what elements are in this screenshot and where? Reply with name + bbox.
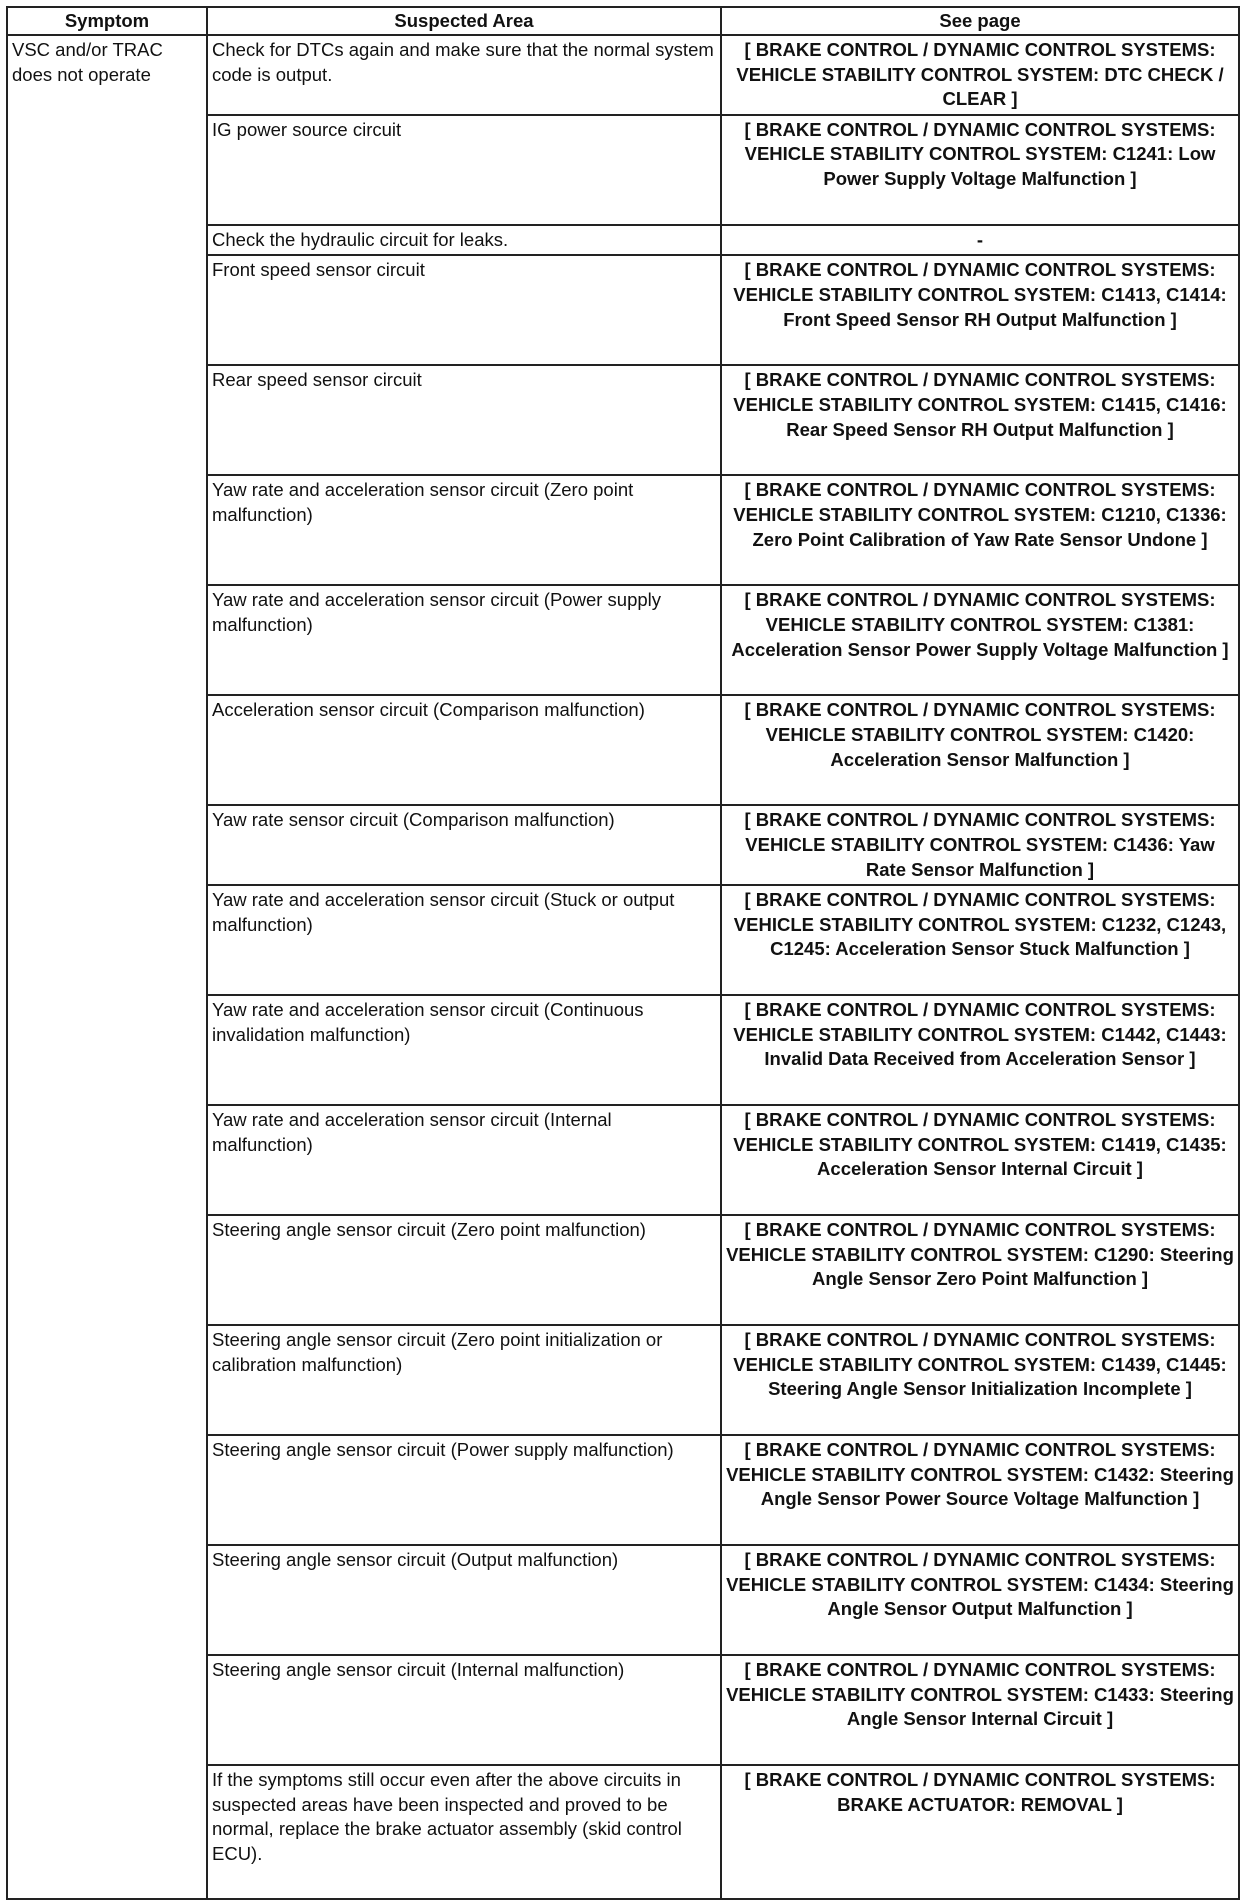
suspected-area-cell: Steering angle sensor circuit (Power supply malfunction) [207, 1435, 721, 1545]
suspected-area-cell: Acceleration sensor circuit (Comparison malfunction) [207, 695, 721, 805]
see-page-link[interactable]: [ BRAKE CONTROL / DYNAMIC CONTROL SYSTEMS: VEHICLE STABILITY CONTROL SYSTEM: C1433: Steering Angle Sensor Internal Circuit ] [721, 1655, 1239, 1765]
suspected-area-cell: Steering angle sensor circuit (Output malfunction) [207, 1545, 721, 1655]
suspected-area-cell: Yaw rate and acceleration sensor circuit (Continuous invalidation malfunction) [207, 995, 721, 1105]
see-page-link[interactable]: [ BRAKE CONTROL / DYNAMIC CONTROL SYSTEMS: BRAKE ACTUATOR: REMOVAL ] [721, 1765, 1239, 1899]
header-row [7, 7, 1239, 35]
diagnosis-table [6, 6, 1240, 1900]
see-page-link[interactable]: [ BRAKE CONTROL / DYNAMIC CONTROL SYSTEMS: VEHICLE STABILITY CONTROL SYSTEM: C1232, C1243, C1245: Acceleration Sensor Stuck Malfunction ] [721, 885, 1239, 995]
see-page-link[interactable]: [ BRAKE CONTROL / DYNAMIC CONTROL SYSTEMS: VEHICLE STABILITY CONTROL SYSTEM: C1415, C1416: Rear Speed Sensor RH Output Malfunction ] [721, 365, 1239, 475]
see-page-link[interactable]: [ BRAKE CONTROL / DYNAMIC CONTROL SYSTEMS: VEHICLE STABILITY CONTROL SYSTEM: C1413, C1414: Front Speed Sensor RH Output Malfunction ] [721, 255, 1239, 365]
suspected-area-cell: Check for DTCs again and make sure that the normal system code is output. [207, 35, 721, 115]
suspected-area-cell: Steering angle sensor circuit (Internal malfunction) [207, 1655, 721, 1765]
see-page-link[interactable]: [ BRAKE CONTROL / DYNAMIC CONTROL SYSTEMS: VEHICLE STABILITY CONTROL SYSTEM: C1442, C1443: Invalid Data Received from Acceleration Sensor ] [721, 995, 1239, 1105]
header-symptom: Symptom [7, 7, 207, 35]
suspected-area-cell: Yaw rate and acceleration sensor circuit (Internal malfunction) [207, 1105, 721, 1215]
suspected-area-cell: Yaw rate and acceleration sensor circuit (Stuck or output malfunction) [207, 885, 721, 995]
table-row [7, 35, 1239, 115]
header-suspected-area: Suspected Area [207, 7, 721, 35]
suspected-area-cell: Yaw rate and acceleration sensor circuit (Zero point malfunction) [207, 475, 721, 585]
see-page-link[interactable]: [ BRAKE CONTROL / DYNAMIC CONTROL SYSTEMS: VEHICLE STABILITY CONTROL SYSTEM: C1210, C1336: Zero Point Calibration of Yaw Rate Sensor Undone ] [721, 475, 1239, 585]
see-page-link[interactable]: [ BRAKE CONTROL / DYNAMIC CONTROL SYSTEMS: VEHICLE STABILITY CONTROL SYSTEM: DTC CHECK / CLEAR ] [721, 35, 1239, 115]
suspected-area-cell: If the symptoms still occur even after the above circuits in suspected areas have been inspected and proved to be normal, replace the brake actuator assembly (skid control ECU). [207, 1765, 721, 1899]
see-page-link[interactable]: [ BRAKE CONTROL / DYNAMIC CONTROL SYSTEMS: VEHICLE STABILITY CONTROL SYSTEM: C1290: Steering Angle Sensor Zero Point Malfunction ] [721, 1215, 1239, 1325]
symptom-cell: VSC and/or TRAC does not operate [7, 35, 207, 1899]
suspected-area-cell: IG power source circuit [207, 115, 721, 225]
suspected-area-cell: Rear speed sensor circuit [207, 365, 721, 475]
see-page-link[interactable]: [ BRAKE CONTROL / DYNAMIC CONTROL SYSTEMS: VEHICLE STABILITY CONTROL SYSTEM: C1419, C1435: Acceleration Sensor Internal Circuit ] [721, 1105, 1239, 1215]
see-page-value: - [721, 225, 1239, 256]
see-page-link[interactable]: [ BRAKE CONTROL / DYNAMIC CONTROL SYSTEMS: VEHICLE STABILITY CONTROL SYSTEM: C1436: Yaw Rate Sensor Malfunction ] [721, 805, 1239, 885]
suspected-area-cell: Steering angle sensor circuit (Zero point malfunction) [207, 1215, 721, 1325]
suspected-area-cell: Yaw rate and acceleration sensor circuit (Power supply malfunction) [207, 585, 721, 695]
suspected-area-cell: Check the hydraulic circuit for leaks. [207, 225, 721, 256]
see-page-link[interactable]: [ BRAKE CONTROL / DYNAMIC CONTROL SYSTEMS: VEHICLE STABILITY CONTROL SYSTEM: C1381: Acceleration Sensor Power Supply Voltage Malfunction ] [721, 585, 1239, 695]
suspected-area-cell: Steering angle sensor circuit (Zero point initialization or calibration malfunction) [207, 1325, 721, 1435]
suspected-area-cell: Front speed sensor circuit [207, 255, 721, 365]
see-page-link[interactable]: [ BRAKE CONTROL / DYNAMIC CONTROL SYSTEMS: VEHICLE STABILITY CONTROL SYSTEM: C1420: Acceleration Sensor Malfunction ] [721, 695, 1239, 805]
suspected-area-cell: Yaw rate sensor circuit (Comparison malfunction) [207, 805, 721, 885]
see-page-link[interactable]: [ BRAKE CONTROL / DYNAMIC CONTROL SYSTEMS: VEHICLE STABILITY CONTROL SYSTEM: C1439, C1445: Steering Angle Sensor Initialization Incomplete ] [721, 1325, 1239, 1435]
see-page-link[interactable]: [ BRAKE CONTROL / DYNAMIC CONTROL SYSTEMS: VEHICLE STABILITY CONTROL SYSTEM: C1432: Steering Angle Sensor Power Source Voltage Malfunction ] [721, 1435, 1239, 1545]
see-page-link[interactable]: [ BRAKE CONTROL / DYNAMIC CONTROL SYSTEMS: VEHICLE STABILITY CONTROL SYSTEM: C1434: Steering Angle Sensor Output Malfunction ] [721, 1545, 1239, 1655]
see-page-link[interactable]: [ BRAKE CONTROL / DYNAMIC CONTROL SYSTEMS: VEHICLE STABILITY CONTROL SYSTEM: C1241: Low Power Supply Voltage Malfunction ] [721, 115, 1239, 225]
header-see-page: See page [721, 7, 1239, 35]
